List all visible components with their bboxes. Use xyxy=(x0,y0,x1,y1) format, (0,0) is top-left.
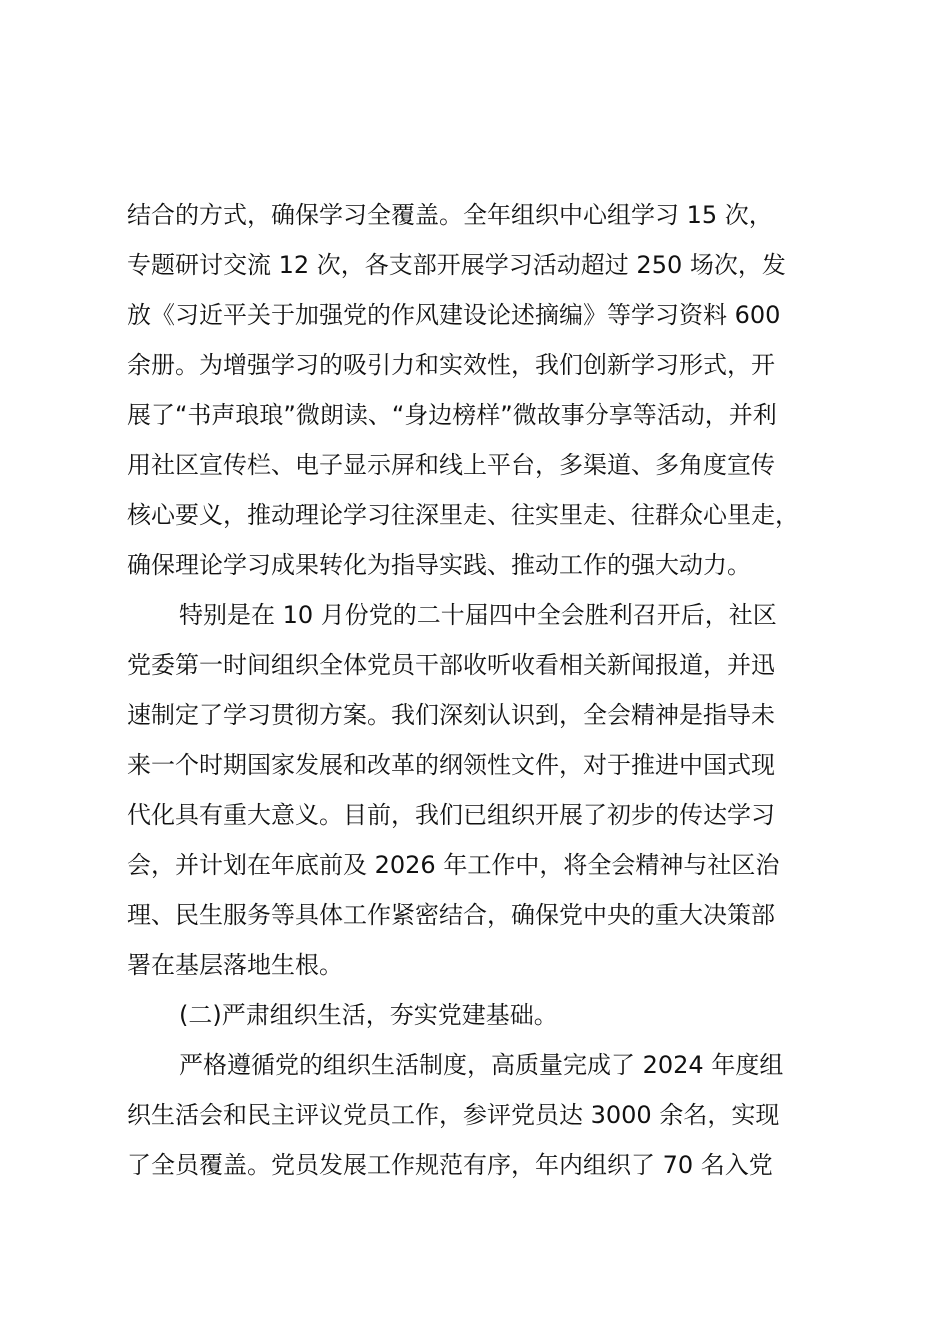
text-line: 严格遵循党的组织生活制度，高质量完成了 2024 年度组 xyxy=(179,1051,784,1079)
text-line: 来一个时期国家发展和改革的纲领性文件，对于推进中国式现 xyxy=(127,751,775,779)
paragraph-study-coverage xyxy=(127,190,827,590)
text-line: 理、民生服务等具体工作紧密结合，确保党中央的重大决策部 xyxy=(127,901,775,929)
document-body xyxy=(127,190,827,1190)
heading-organization-life: (二)严肃组织生活，夯实党建基础。 xyxy=(179,1001,558,1029)
section-heading xyxy=(127,990,827,1040)
text-line: 速制定了学习贯彻方案。我们深刻认识到，全会精神是指导未 xyxy=(127,701,775,729)
text-line: 署在基层落地生根。 xyxy=(127,951,343,979)
text-line: 专题研讨交流 12 次，各支部开展学习活动超过 250 场次，发 xyxy=(127,251,786,279)
paragraph-organization-life xyxy=(127,1040,827,1190)
text-line: 确保理论学习成果转化为指导实践、推动工作的强大动力。 xyxy=(127,551,751,579)
text-line: 结合的方式，确保学习全覆盖。全年组织中心组学习 15 次， xyxy=(127,201,773,229)
text-line: 核心要义，推动理论学习往深里走、往实里走、往群众心里走， xyxy=(127,501,799,529)
text-line: 会，并计划在年底前及 2026 年工作中，将全会精神与社区治 xyxy=(127,851,780,879)
text-line: 余册。为增强学习的吸引力和实效性，我们创新学习形式，开 xyxy=(127,351,775,379)
text-line: 代化具有重大意义。目前，我们已组织开展了初步的传达学习 xyxy=(127,801,775,829)
text-line: 特别是在 10 月份党的二十届四中全会胜利召开后，社区 xyxy=(179,601,777,629)
paragraph-fourth-plenary xyxy=(127,590,827,990)
text-line: 展了“书声琅琅”微朗读、“身边榜样”微故事分享等活动，并利 xyxy=(127,401,777,429)
text-line: 放《习近平关于加强党的作风建设论述摘编》等学习资料 600 xyxy=(127,301,781,329)
text-line: 党委第一时间组织全体党员干部收听收看相关新闻报道，并迅 xyxy=(127,651,775,679)
text-line: 了全员覆盖。党员发展工作规范有序，年内组织了 70 名入党 xyxy=(127,1151,773,1179)
text-line: 织生活会和民主评议党员工作，参评党员达 3000 余名，实现 xyxy=(127,1101,780,1129)
text-line: 用社区宣传栏、电子显示屏和线上平台，多渠道、多角度宣传 xyxy=(127,451,775,479)
